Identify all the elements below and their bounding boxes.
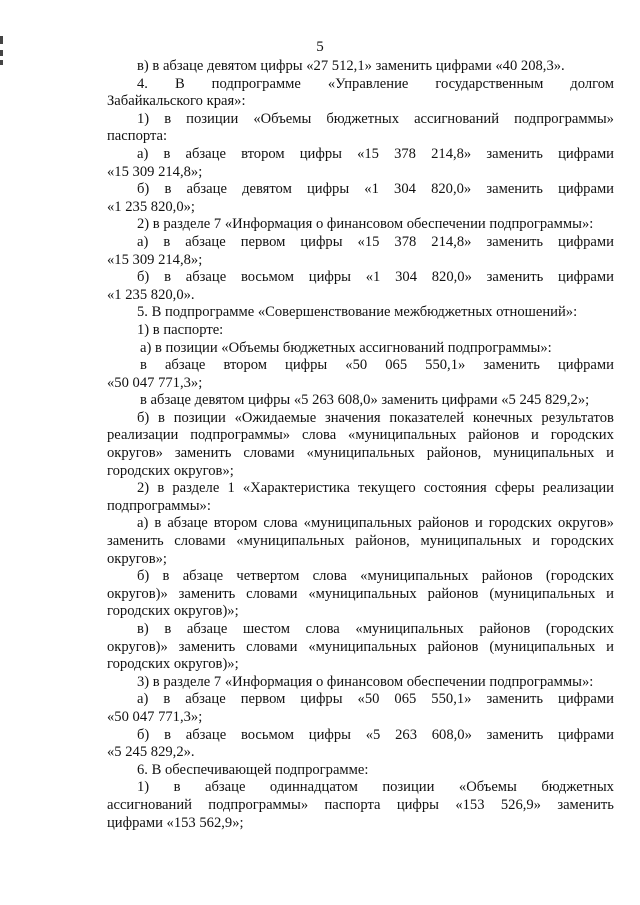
text-word: «муниципальных <box>306 445 415 462</box>
text-line <box>107 445 614 463</box>
text-word: абзаце <box>167 515 208 532</box>
text-word: районов <box>418 515 469 532</box>
text-word: а) <box>137 233 149 250</box>
text-line <box>107 181 614 199</box>
text-word: абзаце <box>186 181 227 198</box>
text-word: 820,0» <box>431 181 472 198</box>
text-word: «1 <box>364 181 379 198</box>
text-word: «5 <box>365 726 381 743</box>
text-line <box>107 146 614 164</box>
text-word: районов <box>468 427 520 444</box>
text-line <box>107 234 614 252</box>
text-word: абзаце <box>185 269 227 286</box>
text-word: в <box>140 357 147 374</box>
text-word: подпрограммы» <box>514 110 614 127</box>
text-word: 526,9» <box>500 796 541 813</box>
text-word: разделе <box>172 480 220 497</box>
text-word: абзаце <box>185 145 226 162</box>
text-word: абзаце <box>186 621 228 637</box>
text-word: 1) <box>137 110 150 127</box>
text-word: 4. <box>137 75 148 92</box>
text-line: Забайкальского края»: <box>107 93 246 110</box>
text-line: «50 047 771,3»; <box>107 708 203 725</box>
text-line: «50 047 771,3»; <box>107 374 203 391</box>
text-word: «муниципальных <box>348 427 457 444</box>
text-word: районов, <box>426 445 482 462</box>
document-body <box>107 58 614 832</box>
text-word: позиции <box>186 110 239 127</box>
text-line: 1) в паспорте: <box>137 321 224 338</box>
text-word: абзаце <box>185 233 226 250</box>
text-word: текущего <box>358 480 416 497</box>
text-word: цифры <box>285 357 328 374</box>
text-line <box>107 586 614 604</box>
text-word: 820,0» <box>431 269 472 286</box>
text-line <box>107 621 614 639</box>
text-word: слова <box>301 427 337 444</box>
text-word: абзаце <box>204 779 246 796</box>
text-word: «муниципальных <box>308 638 417 655</box>
text-word: 550,1» <box>431 691 472 708</box>
text-word: одиннадцатом <box>269 779 358 796</box>
text-word: муниципальных <box>493 445 595 462</box>
text-word: цифрами <box>558 181 614 198</box>
text-word: восьмом <box>240 269 295 286</box>
text-word: цифрами <box>558 233 614 250</box>
text-word: словами <box>246 638 298 655</box>
text-word: 2) <box>137 480 150 497</box>
text-word: в <box>162 568 170 585</box>
text-line <box>107 269 614 287</box>
text-word: слова <box>263 515 298 532</box>
text-word: заменить <box>107 533 164 550</box>
text-word: «Объемы <box>458 779 517 796</box>
text-line: городских округов)»; <box>107 603 239 620</box>
text-word: подпрограмме <box>211 75 301 92</box>
text-word: «муниципальных <box>303 515 412 532</box>
text-word: слова <box>305 621 340 637</box>
text-word: а) <box>137 145 149 162</box>
text-word: и <box>606 445 614 462</box>
page-number: 5 <box>316 39 324 55</box>
text-line <box>107 480 614 498</box>
text-word: и <box>606 585 614 602</box>
text-word: восьмом <box>240 726 295 743</box>
text-word: заменить <box>486 269 544 286</box>
text-word: цифрами <box>558 145 614 162</box>
text-word: заменить <box>557 796 614 813</box>
text-word: «Характеристика <box>242 480 350 497</box>
text-word: «Управление <box>327 75 409 92</box>
text-line <box>107 568 614 586</box>
text-word: заменить <box>486 726 544 743</box>
text-word: реализации <box>107 427 179 444</box>
text-word: ассигнований <box>414 110 500 127</box>
text-line: городских округов»; <box>107 462 234 479</box>
text-word: подпрограммы» <box>208 796 309 813</box>
text-word: (муниципальных <box>489 638 596 655</box>
text-word: округов» <box>107 445 163 462</box>
text-word: абзаце <box>185 691 226 708</box>
text-word: абзаце <box>182 568 224 585</box>
text-word: 065 <box>385 357 408 374</box>
text-line <box>107 779 614 797</box>
text-line: цифрами «153 562,9»; <box>107 814 244 831</box>
text-word: бюджетных <box>326 110 400 127</box>
text-word: и <box>606 638 614 655</box>
text-word: и <box>531 427 539 444</box>
text-word: цифры <box>308 726 351 743</box>
text-word: цифрами <box>558 691 614 708</box>
text-line: «1 235 820,0». <box>107 286 195 303</box>
text-line: 3) в разделе 7 «Информация о финансовом обеспечении подпрограммы»: <box>137 673 594 690</box>
text-word: государственным <box>435 75 544 92</box>
text-word: заменить <box>174 445 232 462</box>
text-word: 1) <box>137 779 150 796</box>
text-word: ассигнований <box>107 796 192 813</box>
text-line: «15 309 214,8»; <box>107 163 203 180</box>
text-word: районов <box>427 585 479 602</box>
text-word: в <box>163 233 171 250</box>
text-word: заменить <box>486 233 544 250</box>
text-word: в <box>164 621 172 637</box>
text-word: 378 <box>394 233 417 250</box>
text-word: и <box>474 515 483 532</box>
text-word: словами <box>174 533 226 550</box>
text-word: б) <box>137 181 150 198</box>
text-word: округов)» <box>107 585 168 602</box>
text-word: заменить <box>486 145 543 162</box>
text-line: в абзаце девятом цифры «5 263 608,0» заменить цифрами «5 245 829,2»; <box>140 392 590 409</box>
text-word: 608,0» <box>431 726 472 743</box>
text-word: (городских <box>545 568 614 585</box>
text-word: паспорта <box>324 796 381 813</box>
text-word: 378 <box>394 145 416 162</box>
text-word: заменить <box>486 691 544 708</box>
text-line: городских округов)»; <box>107 656 239 673</box>
text-line: паспорта: <box>107 128 168 145</box>
text-word: в <box>163 691 171 708</box>
text-word: и <box>532 533 541 550</box>
text-word: заменить <box>178 585 236 602</box>
text-word: цифрами <box>558 269 614 286</box>
text-word: городских <box>488 515 552 532</box>
text-word: конечных <box>472 409 533 426</box>
text-word: абзаце <box>164 357 206 374</box>
text-word: цифры <box>299 145 342 162</box>
text-word: цифрами <box>558 726 614 743</box>
text-word: «муниципальных <box>355 621 464 637</box>
text-word: втором <box>223 357 267 374</box>
text-line: «15 309 214,8»; <box>107 251 203 268</box>
text-line <box>107 427 614 445</box>
text-word: районов, <box>355 533 410 550</box>
text-word: слова <box>312 568 347 585</box>
text-word: городских <box>550 533 614 550</box>
text-word: 263 <box>395 726 417 743</box>
text-word: «15 <box>357 145 379 162</box>
text-word: позиции <box>173 409 226 426</box>
text-word: в <box>154 515 162 532</box>
text-word: втором <box>241 145 285 162</box>
text-line <box>107 357 614 375</box>
text-word: а) <box>137 691 149 708</box>
text-line: «5 245 829,2». <box>107 744 195 761</box>
text-word: значения <box>324 409 381 426</box>
text-line: в) в абзаце девятом цифры «27 512,1» заменить цифрами «40 208,3». <box>137 58 565 74</box>
text-line <box>107 533 614 551</box>
text-word: 214,8» <box>431 233 472 250</box>
text-word: цифры <box>396 796 439 813</box>
text-word: в <box>158 409 165 426</box>
text-word: «50 <box>357 691 380 708</box>
text-word: результатов <box>541 409 614 426</box>
text-word: сферы <box>494 480 535 497</box>
text-word: (городских <box>545 621 614 637</box>
text-word: «муниципальных <box>360 568 469 585</box>
text-word: городских <box>550 427 614 444</box>
text-word: «Ожидаемые <box>234 409 317 426</box>
text-word: 1 <box>227 480 235 497</box>
text-word: 065 <box>394 691 417 708</box>
text-line <box>107 691 614 709</box>
text-word: в <box>164 181 172 198</box>
text-line <box>107 797 614 815</box>
text-word: первом <box>240 691 286 708</box>
text-word: цифры <box>300 233 343 250</box>
text-word: долгом <box>570 75 614 92</box>
text-line: 5. В подпрограмме «Совершенствование межбюджетных отношений»: <box>137 304 578 321</box>
text-word: в <box>164 110 172 127</box>
text-word: округов)» <box>107 638 168 655</box>
text-word: цифры <box>308 269 351 286</box>
text-word: районов <box>481 568 533 585</box>
text-word: словами <box>246 585 298 602</box>
text-word: б) <box>137 269 150 286</box>
text-word: «муниципальных <box>236 533 345 550</box>
text-line: подпрограммы»: <box>107 497 211 514</box>
text-word: «50 <box>345 357 368 374</box>
text-word: муниципальных <box>420 533 522 550</box>
text-word: четвертом <box>236 568 300 585</box>
text-word: шестом <box>242 621 290 637</box>
text-word: заменить <box>483 357 540 374</box>
text-word: бюджетных <box>541 779 614 796</box>
text-word: втором <box>213 515 258 532</box>
text-line <box>107 515 614 533</box>
text-word: абзаце <box>185 726 227 743</box>
text-word: «муниципальных <box>308 585 417 602</box>
text-word: подпрограммы» <box>190 427 291 444</box>
text-word: районов <box>479 621 531 637</box>
text-word: «153 <box>455 796 485 813</box>
text-word: районов <box>427 638 479 655</box>
text-word: «Объемы <box>253 110 312 127</box>
text-word: «15 <box>357 233 380 250</box>
text-word: состояния <box>423 480 487 497</box>
text-word: девятом <box>242 181 292 198</box>
text-word: в <box>173 779 181 796</box>
text-word: цифры <box>300 691 343 708</box>
text-word: б) <box>137 568 150 585</box>
text-word: в) <box>137 621 149 637</box>
text-line: 2) в разделе 7 «Информация о финансовом обеспечении подпрограммы»: <box>137 216 594 233</box>
text-word: «1 <box>365 269 381 286</box>
text-line <box>107 639 614 657</box>
text-word: 550,1» <box>425 357 466 374</box>
text-word: цифрами <box>558 357 614 374</box>
text-line <box>107 111 614 129</box>
text-word: 304 <box>395 269 417 286</box>
text-line: округов»; <box>107 550 167 567</box>
text-word: в <box>157 480 165 497</box>
text-word: (муниципальных <box>489 585 596 602</box>
text-word: 214,8» <box>431 145 472 162</box>
text-word: б) <box>137 409 150 426</box>
text-line: 6. В обеспечивающей подпрограмме: <box>137 761 369 778</box>
text-word: первом <box>240 233 286 250</box>
text-word: в <box>163 145 171 162</box>
text-word: заменить <box>178 638 236 655</box>
text-word: позиции <box>382 779 435 796</box>
text-word: словами <box>243 445 295 462</box>
text-word: округов» <box>558 515 614 532</box>
text-line: а) в позиции «Объемы бюджетных ассигнований подпрограммы»: <box>140 339 552 356</box>
text-word: показателей <box>389 409 465 426</box>
text-word: реализации <box>542 480 614 497</box>
text-word: б) <box>137 726 150 743</box>
text-word: в <box>164 269 171 286</box>
text-line <box>107 410 614 428</box>
text-word: В <box>174 75 185 92</box>
text-word: а) <box>137 515 149 532</box>
text-line <box>107 76 614 94</box>
text-word: в <box>164 726 171 743</box>
text-line <box>107 727 614 745</box>
text-word: заменить <box>486 181 543 198</box>
text-line: «1 235 820,0»; <box>107 198 195 215</box>
text-word: 304 <box>394 181 416 198</box>
text-word: цифры <box>306 181 350 198</box>
